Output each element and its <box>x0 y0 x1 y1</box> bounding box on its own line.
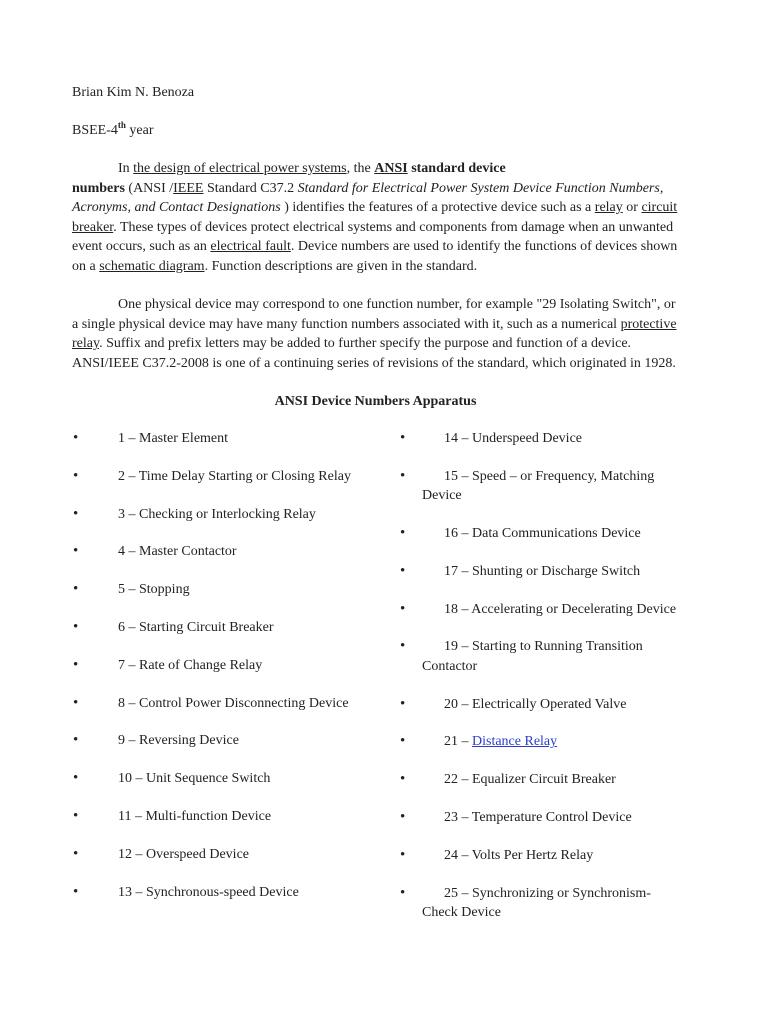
list-item <box>399 808 699 827</box>
text-run: . Device numbers are used to identify the functions of devices shown <box>290 239 678 255</box>
bullet-icon <box>73 467 78 486</box>
text-run: on a <box>72 258 100 274</box>
device-entry-continued: Contactor <box>422 658 478 674</box>
list-item <box>72 883 372 902</box>
bullet-icon <box>400 770 405 789</box>
list-item <box>399 884 699 923</box>
bullet-icon <box>400 732 405 751</box>
device-entry: 2 – Time Delay Starting or Closing Relay <box>118 468 351 484</box>
device-entry-continued: Check Device <box>422 904 501 920</box>
distance-relay-link[interactable]: Distance Relay <box>472 734 558 750</box>
list-item <box>72 429 372 448</box>
device-list-left-column <box>72 429 372 920</box>
standard-title-italic: Standard for Electrical Power System Device Function Numbers, <box>297 180 664 196</box>
text-run-bold: numbers <box>72 180 125 196</box>
device-entry: 22 – Equalizer Circuit Breaker <box>444 772 616 788</box>
bullet-icon <box>400 600 405 619</box>
list-item <box>72 505 372 524</box>
bullet-icon <box>400 695 405 714</box>
text-run: , the <box>346 161 375 176</box>
bullet-icon <box>400 429 405 448</box>
paragraph-line <box>72 354 677 374</box>
list-item <box>72 769 372 788</box>
bullet-icon <box>400 637 405 656</box>
list-item <box>72 845 372 864</box>
text-run: . Suffix and prefix letters may be added to further specify the purpose and function of a device. <box>99 336 632 352</box>
text-run: Standard C37.2 <box>203 180 298 196</box>
standard-title-italic: Acronyms, and Contact Designations <box>72 200 281 216</box>
paragraph-line <box>72 257 677 277</box>
device-entry-continued: Device <box>422 488 462 504</box>
paragraph-line <box>72 218 677 238</box>
device-entry: 24 – Volts Per Hertz Relay <box>444 847 594 863</box>
text-run: . These types of devices protect electrical systems and components from damage when an unwanted <box>113 219 674 235</box>
bullet-icon <box>73 656 78 675</box>
paragraph-line <box>72 237 677 257</box>
link-circuit-breaker[interactable]: circuit <box>641 200 678 216</box>
bullet-icon <box>73 580 78 599</box>
device-entry: 17 – Shunting or Discharge Switch <box>444 563 641 579</box>
course-year <box>72 121 154 141</box>
link-ansi[interactable]: ANSI <box>374 161 408 176</box>
list-item <box>399 695 699 714</box>
device-entry: 10 – Unit Sequence Switch <box>118 771 271 787</box>
paragraph-line <box>72 295 677 315</box>
device-entry: 1 – Master Element <box>118 431 229 446</box>
bullet-icon <box>73 542 78 561</box>
text-run: ) identifies the features of a protective device such as a <box>280 200 595 216</box>
list-item <box>399 637 699 676</box>
device-entry: 23 – Temperature Control Device <box>444 809 632 825</box>
text-run: In <box>118 161 134 176</box>
text-run: One physical device may correspond to one function number, for example "29 Isolating Switch", or <box>118 297 676 312</box>
device-list-right-column <box>399 429 699 941</box>
device-entry: 15 – Speed – or Frequency, Matching <box>444 468 655 484</box>
list-item <box>399 600 699 619</box>
bullet-icon <box>400 808 405 827</box>
link-schematic-diagram[interactable]: schematic diagram <box>99 258 205 274</box>
list-item <box>72 580 372 599</box>
device-entry: 5 – Stopping <box>118 582 190 598</box>
device-entry: 19 – Starting to Running Transition <box>444 639 643 655</box>
bullet-icon <box>73 694 78 713</box>
list-item <box>399 846 699 865</box>
device-entry: 9 – Reversing Device <box>118 733 239 749</box>
link-design-of-electrical-power-systems[interactable]: the design of electrical power systems <box>133 161 347 176</box>
intro-paragraph <box>72 159 677 277</box>
list-item <box>72 807 372 826</box>
list-item <box>399 770 699 789</box>
list-item <box>72 542 372 561</box>
text-run: (ANSI / <box>124 180 174 196</box>
text-run: ANSI/IEEE C37.2-2008 is one of a continuing series of revisions of the standard, which originated in 1928. <box>72 355 676 371</box>
list-item <box>72 618 372 637</box>
bullet-icon <box>73 807 78 826</box>
link-protective-relay[interactable]: relay <box>72 336 100 352</box>
device-entry: 7 – Rate of Change Relay <box>118 657 263 673</box>
text-run: . Function descriptions are given in the standard. <box>204 258 478 274</box>
text-run-bold: standard device <box>407 161 506 176</box>
bullet-icon <box>73 769 78 788</box>
list-item <box>72 656 372 675</box>
bullet-icon <box>400 846 405 865</box>
paragraph-line <box>72 315 677 335</box>
list-item <box>399 467 699 506</box>
bullet-icon <box>400 524 405 543</box>
device-entry: 20 – Electrically Operated Valve <box>444 696 627 712</box>
second-paragraph <box>72 295 677 373</box>
text-run: or <box>622 200 642 216</box>
link-protective-relay[interactable]: protective <box>620 316 677 332</box>
link-ieee[interactable]: IEEE <box>173 180 204 196</box>
device-entry-with-link <box>399 732 699 751</box>
course-label: BSEE-4 <box>72 123 118 138</box>
device-entry: 3 – Checking or Interlocking Relay <box>118 506 316 522</box>
bullet-icon <box>73 731 78 750</box>
paragraph-line <box>72 198 677 218</box>
list-item <box>72 694 372 713</box>
bullet-icon <box>73 505 78 524</box>
bullet-icon <box>400 467 405 486</box>
device-entry: 13 – Synchronous-speed Device <box>118 884 299 900</box>
paragraph-line <box>72 334 677 354</box>
link-circuit-breaker[interactable]: breaker <box>72 219 114 235</box>
bullet-icon <box>73 845 78 864</box>
device-entry: 18 – Accelerating or Decelerating Device <box>444 601 677 617</box>
bullet-icon <box>400 562 405 581</box>
list-item <box>399 429 699 448</box>
text-run: a single physical device may have many function numbers associated with it, such as a numerical <box>72 316 621 332</box>
text-run: event occurs, such as an <box>72 239 211 255</box>
bullet-icon <box>73 429 78 448</box>
section-heading: ANSI Device Numbers Apparatus <box>274 394 477 409</box>
device-entry: 6 – Starting Circuit Breaker <box>118 619 274 635</box>
device-entry: 16 – Data Communications Device <box>444 526 641 541</box>
device-entry: 25 – Synchronizing or Synchronism- <box>444 885 651 901</box>
device-entry-number: 21 – <box>444 734 472 750</box>
list-item <box>72 467 372 486</box>
course-superscript: th <box>117 120 126 130</box>
author-name: Brian Kim N. Benoza <box>72 85 195 100</box>
paragraph-line <box>72 159 677 179</box>
device-entry: 12 – Overspeed Device <box>118 846 250 862</box>
course-suffix: year <box>125 123 154 138</box>
list-item <box>399 562 699 581</box>
device-entry: 8 – Control Power Disconnecting Device <box>118 695 349 711</box>
device-entry: 4 – Master Contactor <box>118 544 237 560</box>
device-entry: 11 – Multi-function Device <box>118 808 272 824</box>
bullet-icon <box>73 618 78 637</box>
link-electrical-fault[interactable]: electrical fault <box>210 239 291 255</box>
list-item <box>399 732 699 751</box>
paragraph-line <box>72 179 677 199</box>
list-item <box>399 524 699 543</box>
bullet-icon <box>73 883 78 902</box>
list-item <box>72 731 372 750</box>
bullet-icon <box>400 884 405 903</box>
device-entry: 14 – Underspeed Device <box>444 431 583 446</box>
link-relay[interactable]: relay <box>594 200 623 216</box>
